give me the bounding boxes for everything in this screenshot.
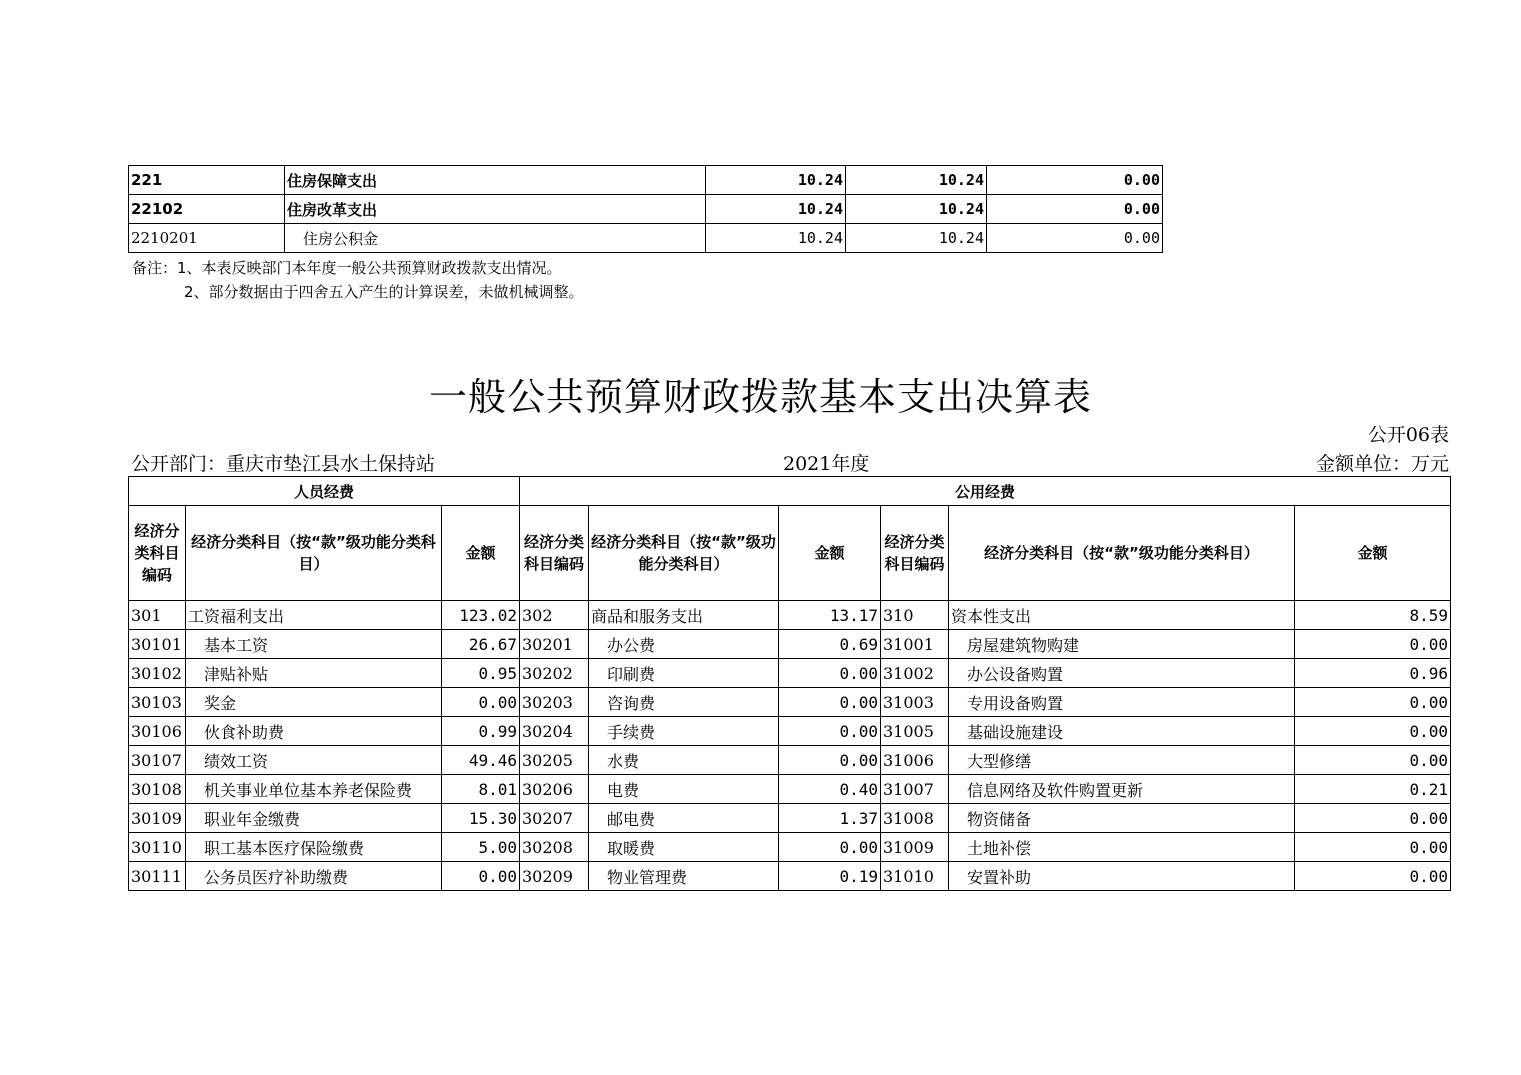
cell-amount: 123.02 (442, 601, 520, 630)
cell-name: 物业管理费 (589, 862, 779, 891)
cell-code: 31005 (881, 717, 949, 746)
cell-name: 邮电费 (589, 804, 779, 833)
header-name-c: 经济分类科目（按“款”级功能分类科目） (949, 506, 1295, 601)
cell-name: 津贴补贴 (186, 659, 442, 688)
cell-amount: 0.00 (1295, 630, 1451, 659)
table-row (129, 717, 1451, 746)
header-amount-b: 金额 (779, 506, 881, 601)
cell-code: 31002 (881, 659, 949, 688)
header-code-a: 经济分类科目编码 (129, 506, 186, 601)
table-row (129, 804, 1451, 833)
cell-code: 30108 (129, 775, 186, 804)
cell-amount: 0.00 (779, 746, 881, 775)
cell-code: 30209 (520, 862, 589, 891)
department-label: 公开部门：重庆市垫江县水土保持站 (131, 453, 436, 475)
cell-amount: 0.00 (1295, 862, 1451, 891)
note-line-2: 2、部分数据由于四舍五入产生的计算误差，未做机械调整。 (184, 283, 584, 301)
note-line-1: 备注：1、本表反映部门本年度一般公共预算财政拨款支出情况。 (132, 259, 562, 277)
table-row (129, 195, 1163, 224)
header-amount-a: 金额 (442, 506, 520, 601)
cell-amount: 0.00 (442, 688, 520, 717)
cell-name: 职业年金缴费 (186, 804, 442, 833)
top-continuation-table (128, 165, 1163, 253)
cell-value-1: 10.24 (706, 224, 846, 253)
cell-name: 手续费 (589, 717, 779, 746)
cell-name: 住房保障支出 (285, 166, 706, 195)
table-row (129, 630, 1451, 659)
cell-amount: 26.67 (442, 630, 520, 659)
unit-label: 金额单位：万元 (1315, 453, 1449, 475)
cell-amount: 0.00 (1295, 804, 1451, 833)
cell-amount: 0.00 (1295, 688, 1451, 717)
cell-value-1: 10.24 (706, 195, 846, 224)
table-row (129, 688, 1451, 717)
cell-amount: 0.96 (1295, 659, 1451, 688)
cell-name: 住房公积金 (285, 224, 706, 253)
cell-code: 30102 (129, 659, 186, 688)
cell-name: 奖金 (186, 688, 442, 717)
cell-code: 22102 (129, 195, 285, 224)
cell-name: 大型修缮 (949, 746, 1295, 775)
year-label: 2021年度 (783, 453, 870, 475)
cell-amount: 0.99 (442, 717, 520, 746)
page-title: 一般公共预算财政拨款基本支出决算表 (428, 375, 1092, 419)
cell-name: 职工基本医疗保险缴费 (186, 833, 442, 862)
cell-name: 信息网络及软件购置更新 (949, 775, 1295, 804)
cell-code: 31003 (881, 688, 949, 717)
cell-value-2: 10.24 (846, 195, 987, 224)
table-number: 公开06表 (1367, 424, 1449, 446)
group-public: 公用经费 (520, 477, 1451, 506)
cell-amount: 0.19 (779, 862, 881, 891)
cell-value-3: 0.00 (987, 224, 1163, 253)
cell-code: 30203 (520, 688, 589, 717)
header-name-b: 经济分类科目（按“款”级功能分类科目） (589, 506, 779, 601)
cell-code: 2210201 (129, 224, 285, 253)
table-row (129, 862, 1451, 891)
cell-code: 31008 (881, 804, 949, 833)
header-name-a: 经济分类科目（按“款”级功能分类科目） (186, 506, 442, 601)
table-row (129, 746, 1451, 775)
cell-amount: 13.17 (779, 601, 881, 630)
table-row (129, 775, 1451, 804)
cell-amount: 49.46 (442, 746, 520, 775)
cell-name: 土地补偿 (949, 833, 1295, 862)
column-header-row (129, 506, 1451, 601)
cell-amount: 0.00 (779, 717, 881, 746)
table-row (129, 166, 1163, 195)
cell-code: 31007 (881, 775, 949, 804)
cell-amount: 5.00 (442, 833, 520, 862)
cell-name: 办公设备购置 (949, 659, 1295, 688)
cell-name: 机关事业单位基本养老保险费 (186, 775, 442, 804)
cell-code: 31006 (881, 746, 949, 775)
cell-value-3: 0.00 (987, 195, 1163, 224)
cell-amount: 0.00 (779, 833, 881, 862)
cell-code: 30110 (129, 833, 186, 862)
cell-name: 物资储备 (949, 804, 1295, 833)
cell-name: 水费 (589, 746, 779, 775)
cell-code: 30109 (129, 804, 186, 833)
cell-name: 基本工资 (186, 630, 442, 659)
cell-code: 221 (129, 166, 285, 195)
cell-amount: 0.00 (1295, 746, 1451, 775)
cell-name: 商品和服务支出 (589, 601, 779, 630)
cell-code: 30207 (520, 804, 589, 833)
cell-amount: 0.40 (779, 775, 881, 804)
cell-value-2: 10.24 (846, 166, 987, 195)
cell-name: 基础设施建设 (949, 717, 1295, 746)
cell-amount: 15.30 (442, 804, 520, 833)
cell-code: 30101 (129, 630, 186, 659)
basic-expenditure-table (128, 476, 1451, 891)
cell-name: 工资福利支出 (186, 601, 442, 630)
cell-amount: 0.00 (779, 659, 881, 688)
cell-code: 30202 (520, 659, 589, 688)
header-amount-c: 金额 (1295, 506, 1451, 601)
header-code-c: 经济分类科目编码 (881, 506, 949, 601)
cell-name: 绩效工资 (186, 746, 442, 775)
cell-amount: 8.01 (442, 775, 520, 804)
cell-amount: 0.00 (779, 688, 881, 717)
cell-code: 30111 (129, 862, 186, 891)
cell-name: 办公费 (589, 630, 779, 659)
cell-name: 安置补助 (949, 862, 1295, 891)
header-code-b: 经济分类科目编码 (520, 506, 589, 601)
cell-name: 取暖费 (589, 833, 779, 862)
cell-name: 伙食补助费 (186, 717, 442, 746)
cell-name: 咨询费 (589, 688, 779, 717)
cell-amount: 0.95 (442, 659, 520, 688)
table-row (129, 601, 1451, 630)
cell-code: 30204 (520, 717, 589, 746)
cell-name: 房屋建筑物购建 (949, 630, 1295, 659)
cell-code: 30208 (520, 833, 589, 862)
cell-value-2: 10.24 (846, 224, 987, 253)
cell-code: 30205 (520, 746, 589, 775)
cell-code: 31001 (881, 630, 949, 659)
cell-code: 30107 (129, 746, 186, 775)
cell-name: 专用设备购置 (949, 688, 1295, 717)
cell-name: 印刷费 (589, 659, 779, 688)
cell-code: 30106 (129, 717, 186, 746)
table-row (129, 224, 1163, 253)
cell-code: 31010 (881, 862, 949, 891)
cell-code: 30206 (520, 775, 589, 804)
cell-amount: 0.21 (1295, 775, 1451, 804)
cell-code: 31009 (881, 833, 949, 862)
cell-name: 公务员医疗补助缴费 (186, 862, 442, 891)
cell-name: 住房改革支出 (285, 195, 706, 224)
cell-code: 310 (881, 601, 949, 630)
group-header-row (129, 477, 1451, 506)
cell-value-3: 0.00 (987, 166, 1163, 195)
cell-amount: 0.00 (1295, 833, 1451, 862)
cell-name: 资本性支出 (949, 601, 1295, 630)
group-personnel: 人员经费 (129, 477, 520, 506)
cell-code: 302 (520, 601, 589, 630)
table-row (129, 833, 1451, 862)
cell-amount: 1.37 (779, 804, 881, 833)
cell-amount: 0.00 (442, 862, 520, 891)
cell-amount: 0.69 (779, 630, 881, 659)
cell-amount: 0.00 (1295, 717, 1451, 746)
cell-code: 301 (129, 601, 186, 630)
cell-name: 电费 (589, 775, 779, 804)
cell-code: 30201 (520, 630, 589, 659)
cell-code: 30103 (129, 688, 186, 717)
cell-amount: 8.59 (1295, 601, 1451, 630)
table-row (129, 659, 1451, 688)
cell-value-1: 10.24 (706, 166, 846, 195)
